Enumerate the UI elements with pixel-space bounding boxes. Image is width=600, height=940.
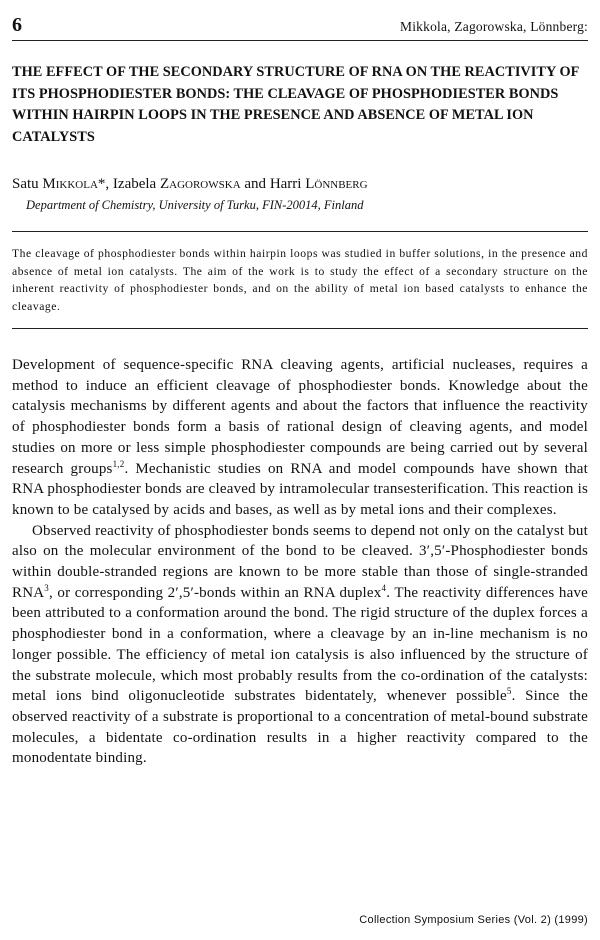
author-2-last-name: Zagorowska xyxy=(159,176,241,192)
paragraph-2-text-a: Observed reactivity of phosphodiester bonds seems to depend not only on the catalyst but also on the molecular environment of the bond to be cleaved. 3′,5′-Phosphodiester bonds within double-stranded regions are known to be more stable than those of single-stranded RNA xyxy=(12,522,588,601)
author-2-first-name: Izabela xyxy=(112,176,160,192)
abstract: The cleavage of phosphodiester bonds within hairpin loops was studied in buffer solutions, in the presence and absence of metal ion catalysts. The aim of the work is to study the effect of a secondary structure on the inherent reactivity of phosphodiester bonds, and on the ability of metal ion based catalysts to enhance the cleavage. xyxy=(12,247,588,313)
author-3-first-name: Harri xyxy=(269,176,306,192)
header-rule xyxy=(12,40,588,41)
body-paragraph-1 xyxy=(12,355,588,521)
paragraph-1-text-a: Development of sequence-specific RNA cleaving agents, artificial nucleases, requires a method to induce an efficient cleavage of phosphodiester bonds. Knowledge about the catalysis mechanisms by different agents and about the factors that influence the reactivity of phosphodiester bonds form a basis of rational design of cleaving agents, and model studies on more or less simple phosphodiester compounds are being carried out by several research groups xyxy=(12,357,588,477)
article-title: THE EFFECT OF THE SECONDARY STRUCTURE OF RNA ON THE REACTIVITY OF ITS PHOSPHODIESTER BONDS: THE CLEAVAGE OF PHOSPHODIESTER BONDS WITHIN HAIRPIN LOOPS IN THE PRESENCE AND ABSENCE OF METAL ION CATALYSTS xyxy=(12,64,579,145)
running-authors: Mikkola, Zagorowska, Lönnberg: xyxy=(400,19,588,34)
paragraph-2-text-b: , or corresponding 2′,5′-bonds within an RNA duplex xyxy=(48,584,382,601)
author-1-last-name: Mikkola xyxy=(42,176,98,192)
author-1-first-name: Satu xyxy=(12,176,43,192)
article-body xyxy=(12,355,588,769)
author-list xyxy=(12,174,588,194)
paragraph-2-text-d: . Since the observed reactivity of a substrate is proportional to a concentration of metal-bound substrate molecules, a bidentate co-ordination results in a higher reactivity compared to the monodentate binding. xyxy=(12,688,588,767)
citation-ref: 3 xyxy=(44,582,49,593)
citation-ref: 1,2 xyxy=(112,458,125,469)
body-paragraph-2 xyxy=(12,521,588,769)
citation-ref: 5 xyxy=(506,686,512,697)
abstract-rule-bottom xyxy=(12,328,588,329)
citation-ref: 4 xyxy=(381,582,387,593)
author-3-last-name: Lönnberg xyxy=(305,176,368,192)
running-head xyxy=(12,14,588,36)
paragraph-2-text-c: . The reactivity differences have been attributed to a conformation around the bond. The rigid structure of the duplex forces a phosphodiester bond in a conformation, where a cleavage by an in-line mechanism is no longer possible. The efficiency of metal ion catalysis is also influenced by the structure of the substrate molecule, which most probably results from the co-ordination of the catalysts: metal ions bind oligonucleotide substrates bidentately, whenever possible xyxy=(12,584,588,705)
corresponding-author-mark: *, xyxy=(97,176,113,192)
author-joiner: and xyxy=(240,176,270,192)
abstract-rule-top xyxy=(12,231,588,232)
affiliation: Department of Chemistry, University of Turku, FIN-20014, Finland xyxy=(26,198,364,212)
page-number: 6 xyxy=(12,14,22,36)
paragraph-1-text-b: . Mechanistic studies on RNA and model compounds have shown that RNA phosphodiester bonds are cleaved by intramolecular transesterification. This reaction is known to be catalysed by acids and bases, as well as by metal ions and their complexes. xyxy=(12,460,588,518)
journal-footer: Collection Symposium Series (Vol. 2) (1999) xyxy=(359,914,588,926)
